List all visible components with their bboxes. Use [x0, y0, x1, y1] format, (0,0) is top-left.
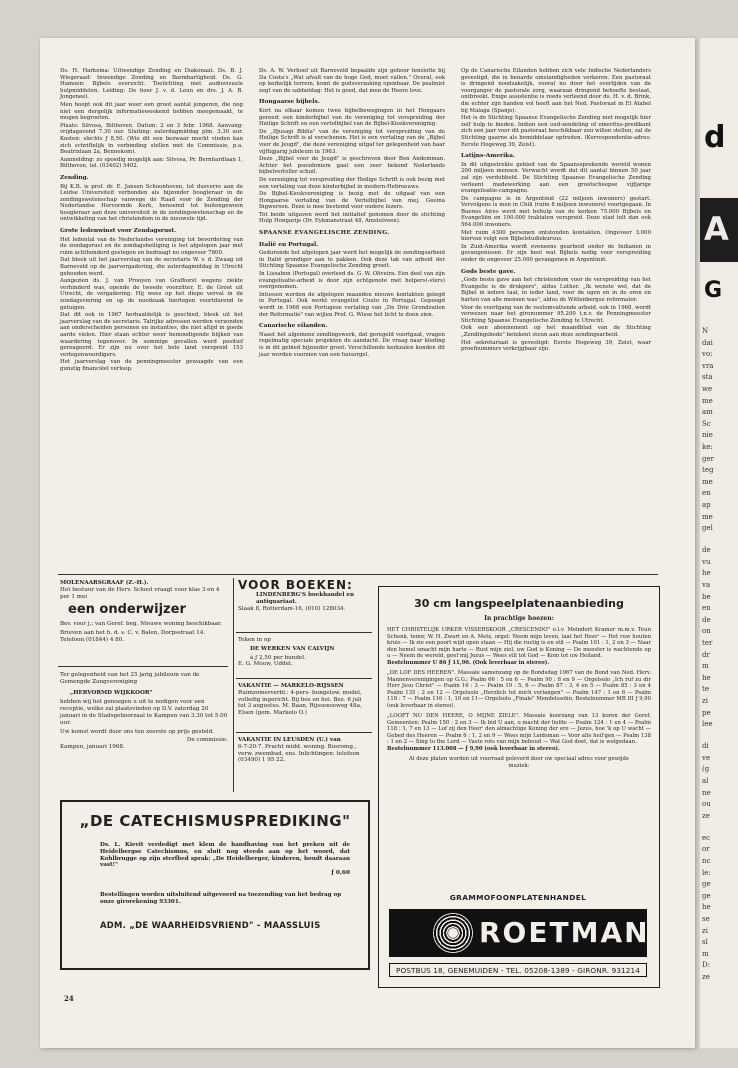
col2-paragraph: Ds. A. W. Verhoef uit Barneveld bepaalde zijn gehoor tenslotte bij Da Costa's „Wat afvalt van de hoge God, moet vallen." Overal, ook op kerkelijk terrein, komt de godsverzaking openbaar. De psalmist zegt van de sabbatdag: Het is goed, dat men de Heere love.: [259, 68, 445, 94]
adjacent-text-fragment: ou: [702, 800, 711, 809]
article-column-1: [60, 68, 243, 374]
col2-paragraph: Tot beide uitgaven werd het initiatief genomen door de stichting Hulp Hongarije (Dr. Eykmanstraat 48, Amstelveen).: [259, 211, 445, 225]
ad-vakantie-body: 6-7-20-7. Pracht midd. woning. Bosromg., verw. zwembad, ens. Inlichtingen: telefoon (03490) 1 95 22.: [238, 743, 360, 764]
col1-paragraph: Bij K.B. is prof. dr. E. Jansen Schoonhoven, tot dusverre aan de Leidse Universiteit verbonden als bijzonder hoogleraar in de zendingswetenschap vanwege de Raad voor de Zending der Nederlandse Hervormde Kerk, benoemd tot buitengewoon hoogleraar aan deze universiteit in de zendingswetenschap en de ontwikkeling van het christendom in de nieuwste tijd.: [60, 183, 243, 223]
heading-italie-portugal: Italië en Portugal.: [259, 241, 319, 248]
adjacent-text-fragment: al: [702, 777, 709, 785]
adjacent-text-fragment: sta: [702, 373, 713, 382]
ad-calvijn-price: à ƒ 2,50 per bundel.: [250, 654, 306, 661]
col3-paragraph: Met ruim 4300 personen ontstonden kontakten. Ongeveer 3.000 hiervan volgt een Bijbelstudiekursus.: [461, 229, 651, 243]
adjacent-text-fragment: le:: [702, 868, 711, 877]
adjacent-text-fragment: he: [702, 673, 711, 682]
adjacent-text-fragment: nie: [702, 431, 713, 440]
col3-paragraph: Ook een abonnement op het maandblad van de Stichting „Zendingsbode" betekent steun aan deze zendingsarbeid.: [461, 325, 651, 338]
heading-gods-beste-gave: Gods beste gave.: [461, 268, 516, 275]
ad-catech-price: ƒ 0,60: [331, 870, 350, 876]
ad-molenaarsgraaf: [60, 580, 228, 646]
adjacent-text-fragment: ke:: [702, 443, 713, 451]
adjacent-text-fragment: ter: [702, 639, 713, 647]
adjacent-text-fragment: on: [702, 627, 711, 636]
col3-paragraph: Het sekretariaat is gevestigd: Eerste Hogeweg 39, Zeist, waar proefnummers verkrijgbaar zijn.: [461, 339, 651, 353]
ad-boeken-shop: LINDENBERG'S boekhandel en antiquariaat.: [256, 592, 355, 605]
ad-catech-body: Ds. L. Kievit verdedigt met klem de handhaving van het preken uit de Heidelbergse Catechismus, en sluit nog steeds aan op het woord, dat Kohlbrugge op zijn sterfbed sprak: „De Heidelberger, kinderen, houdt daaraan vast!": [100, 842, 350, 869]
adjacent-text-fragment: te: [702, 685, 709, 694]
adjacent-text-fragment: m: [702, 949, 709, 958]
heading-zending: Zending.: [60, 174, 89, 181]
ad-catechismusprediking: [60, 800, 370, 970]
section-divider: [58, 574, 658, 575]
adjacent-text-fragment: or: [702, 845, 710, 854]
heading-zondagsrust: Grote ledenwinst voor Zendagsrust.: [60, 228, 177, 235]
adjacent-text-fragment: zi: [702, 926, 708, 935]
col3-paragraph: De campagne is in Argentinië (22 miljoen inwoners) gestart. Vervolgens is men in Chili (ruim 8 miljoen inwoners) voortgegaan. In Buenos Aires werd met behulp van de kerken 75.000 Bijbels en Evangeliën en 100.000 traktaten verspreid. Deze stad telt dan ook 564.000 inwoners.: [461, 195, 651, 229]
page-number: 24: [64, 994, 74, 1003]
heading-spaanse-zending: SPAANSE EVANGELISCHE ZENDING.: [259, 230, 390, 237]
ad-text: hebben wij het genoegen u uit te nodigen voor een receptie, welke zal plaatsvinden op D.V. zaterdag 20 januari in de Stadsgehoorzaal te Kampen van 3.30 tot 5.00 uur.: [60, 699, 228, 726]
ad-column-divider: [233, 578, 234, 792]
col2-paragraph: Naast het algemene zendingswerk, dat geregeld voortgaat, vragen regelmatig speciale projekten de aandacht. De vraag naar kleding is in dit gebied bijzonder groot. Verschillende kerkzalen konden dit jaar worden voorzien van een huisorgel.: [259, 331, 445, 358]
adjacent-text-fragment: de: [702, 615, 711, 624]
adjacent-text-fragment: zi: [702, 697, 708, 705]
adjacent-text-fragment: ap: [702, 501, 711, 509]
col2-paragraph: Gedurende het afgelopen jaar werd het mogelijk de zendingsarbeid in Italië grondiger aan te pakken. Ook deze tak van arbeid der Stichting Spaanse Evangelische Zending groeit.: [259, 250, 445, 270]
record-note: Al deze platen worden uit voorraad geleverd door uw speciaal adres voor gewijde muziek:: [409, 756, 629, 769]
adjacent-text-fragment: di: [702, 742, 709, 751]
adjacent-text-fragment: ge: [702, 891, 711, 900]
shop-name: ROETMAN: [479, 916, 650, 949]
ad-catech-adm: ADM. „DE WAARHEIDSVRIEND" - MAASSLUIS: [100, 920, 321, 930]
record-1-order: Bestelnummer U 86 ƒ 11,90. (Ook leverbaar in stereo).: [387, 659, 550, 666]
col3-paragraph: Voor de voortgang van de veelomvattende arbeid, ook in 1968, wordt verwezen naar het gironummer 95.200 t.n.v. de Penningmeester Stichting Spaanse Evangelische Zending te Utrecht.: [461, 304, 651, 324]
col2-paragraph: In Lissabon (Portugal) overleed ds. G. W. Oliveira. Een deel van zijn evangelisatie-arbeid is door zijn echtgenote met helpers(-sters) overgenomen.: [259, 271, 445, 291]
ad-werken-calvijn: [238, 637, 368, 668]
adjacent-text-fragment: ze: [702, 811, 710, 820]
ad-vakantie-title: VAKANTIE — MARKELO-RIJSSEN: [238, 683, 344, 689]
adjacent-text-fragment: N: [702, 327, 709, 335]
adjacent-page-strip: [700, 38, 738, 1048]
col1-paragraph: Plaats: Silvosa, Bilthoven. Datum: 2 en 3 febr. 1968. Aanvang: vrijdagavond 7.30 uur. Sluiting: zaterdagmiddag plm. 3.30 uur. Kosten: slechts ƒ 8,50. (Wie dit een bezwaar mocht vinden kan zich schriftelijk in verbinding stellen met de Commissie, p.a. Beatrixlaan 2a, Bennekom).: [60, 122, 243, 156]
ad-calvijn-title: DE WERKEN VAN CALVIJN: [250, 645, 335, 652]
col1-intro: Ds. H. Harkema: Uitwendige Zending en Diakonaat. Ds. B. J. Wiegeraad: Inwendige Zending en Barmhartigheid. Ds. G. Hamoen: Bijbels overzicht. Toelichting met audiovisuele hulpmiddelen. Leiding: De heer J. v. d. Leun en drs. J. A. B. Jongeneel.: [60, 68, 243, 101]
ad-signature: De commissie.: [186, 737, 228, 744]
adjacent-text-fragment: se: [702, 915, 710, 923]
ad-langspeelplaten: [378, 586, 660, 988]
adjacent-text-fragment: sl: [702, 938, 708, 947]
newspaper-page: [40, 38, 695, 1048]
adjacent-text-fragment: de: [702, 546, 711, 555]
ad-text: Ter gelegenheid van het 25 jarig jubileum van de Gemengde Zangvereniging: [60, 672, 200, 685]
adjacent-text-fragment: nc: [702, 857, 711, 865]
adjacent-text-fragment: he: [702, 903, 711, 912]
shop-logo-bar: [389, 909, 650, 957]
col1-paragraph: Dat dit ook in 1967 herhaaldelijk is geschied, bleek uit het jaarverslag van de secretaris. Talrijke adressen werden verzonden aan onderscheiden personen en instanties, die niet altijd in goede aarde vielen. Hier staan echter weer bemoedigende blijken van waardering tegenover. In sommige gevallen werd positief gereageerd. Er zijn nu over het hele land verspreid 153 vertegenwoordigers.: [60, 312, 243, 358]
adjacent-text-fragment: D:: [702, 961, 710, 970]
adjacent-headline-letter: A: [704, 210, 729, 248]
shop-banner: [389, 887, 650, 981]
adjacent-text-fragment: ger: [702, 454, 714, 463]
adjacent-text-fragment: me: [702, 477, 713, 486]
ad-calvijn-lead: Teken in op: [238, 637, 271, 643]
adjacent-text-fragment: dai: [702, 338, 713, 347]
ad-divider: [236, 632, 372, 633]
adjacent-text-fragment: en: [702, 489, 711, 498]
adjacent-text-fragment: pe: [702, 708, 711, 717]
col1-paragraph: Aanmelding: zo spoedig mogelijk aan: Silvosa, Pr. Bernhardlaan 1, Bilthoven, tel. (03402) 5402.: [60, 156, 243, 170]
ad-catech-title: „DE CATECHISMUSPREDIKING": [79, 812, 351, 830]
adjacent-text-fragment: ne: [702, 788, 711, 797]
adjacent-headline-letter: G: [704, 278, 723, 303]
ad-vakantie-leusden: [238, 737, 368, 764]
heading-hongaarse-bijbels: Hongaarse bijbels.: [259, 99, 320, 106]
record-2-description: „DE LOF DES HEEREN". Massale samenzang op de Bondsdag 1967 van de Bond van Ned. Herv. Mannenverenigingen op G.G.; Psalm 66 : 5 en 6 — Psalm 90 : 8 en 9 — Orgelsolo „Ich ruf zu dir Herr Jesu Christ" — Psalm 16 : 3 — Psalm 19 : 5, 6 — Psalm 87 : 3, 4 en 5 — Psalm 85 : 3 en 4 Psalm 135 : 2 en 12 — Orgelsolo „Herzlich tut mich verlangen" — Psalm 147 : 1 en 6 — Psalm 118 : 7 — Psalm 116 : 1, 10 en 11— Orgelsolo „Finale" Mendelssohn. Bestelnummer MB III ƒ 9,90 (ook leverbaar in stereo).: [387, 670, 651, 709]
adjacent-text-fragment: am: [702, 408, 713, 417]
adjacent-text-fragment: Sc: [702, 419, 711, 428]
ad-platen-title: 30 cm langspeelplatenaanbieding: [414, 597, 624, 610]
adjacent-black-block: [700, 198, 738, 262]
ad-calvijn-publisher: E. G. Mouw, Uddel.: [238, 661, 293, 668]
adjacent-text-fragment: we: [702, 385, 713, 393]
record-disc-icon: [433, 913, 473, 953]
ad-boeken-address: Slaak 8, Rotterdam-16, (010) 128034.: [238, 605, 346, 612]
adjacent-text-fragment: ge: [702, 880, 711, 889]
ad-boeken-title: VOOR BOEKEN:: [238, 578, 353, 592]
col2-paragraph: De Bijbel-Kioskvereniging is bezig met de uitgaaf van een Hongaarse vertaling van de Vertelbijbel van mej. Geeina Ingwersen. Deze is mee bestemd voor oudere lezers.: [259, 191, 445, 211]
col2-paragraph: Kort na elkaar komen twee bijbelbewegingen in het Hongaars gereed: een kinderbijbel van de vereniging tot verspreiding der Heilige Schrift en een vertelbijbel van de Bijbel-Kioskvereniging.: [259, 107, 445, 128]
col1-paragraph: Aangezien ds. J. van Prooyen van Grafhorst wegens ziekte verhinderd was, opende de tweede voorzitter, E. de Groot uit Utrecht, de vergadering. Hij wees op het diepe verval in de zondagsviering en op de noodzaak hiertegen voortdurend te getuigen.: [60, 278, 243, 311]
adjacent-text-fragment: m: [702, 662, 709, 671]
ad-place: MOLENAARSGRAAF (Z.-H.).: [60, 580, 149, 586]
col1-paragraph: Dat bleek uit het jaarverslag van de secretaris W. v. d. Zwaag uit Barneveld op de jaarvergadering, die zaterdagmiddag in Utrecht gehouden werd.: [60, 257, 243, 277]
heading-canarische-eilanden: Canarische eilanden.: [259, 323, 328, 330]
ad-place-date: Kampen, januari 1968.: [60, 744, 125, 751]
ad-vakantie-body: Ruimzomerverbl.: 4-pers- bungelow. model, volledig ingericht. Bij bos en hei. Bez. 6 juli tot 3 augustus. M. Baan, Rijssenseweg 48a, Elsen (gem. Markelo O.): [238, 689, 362, 717]
adjacent-headline-letter: d: [704, 120, 726, 155]
ad-divider: [236, 732, 372, 733]
adjacent-text-fragment: (g: [702, 765, 710, 774]
record-3-description: „LOOFT NU DEN HEERE, O MIJNE ZIELE". Massale koorzang van 13 koren der Geref. Gemeenten: Psalm 150 : 2 en 3 — Ik bid U aan, o macht der liefde — Psalm 124 : 1 en 4 — Psalm 118 : 1, 7 en 13 — Lof zij den Heer' den almachtige Koning der ere — Jezus, hoe 'k op U wacht — Gebed des Heeren — Psalm 6 : 1, 2 en 9 — Wees mijn Leidsman — Voor alle heil'gen — Psalm 138 : 1 en 2 — Sing to the Lord — Vaste rots van mijn behoud — Wat God doet, dat is welgedaan.: [387, 713, 651, 745]
col2-paragraph: Intussen werden de afgelopen maanden nieuwe kontakten gelegd in Portugal. Ook werkt evangelist Couto in Portugal. Gepoogd wordt in 1968 een Portugese vertaling van „De Drie Grondzuilen der Reformatie" van wijlen Prof. G. Wisse het licht te doen zien.: [259, 291, 445, 318]
adjacent-text-fragment: he: [702, 569, 711, 578]
article-column-3: [461, 68, 651, 354]
ad-address: Brieven aan het h. d. s. C. v. Balen, Dorpsstraat 14. Telefoon (01844) 4 80.: [60, 630, 206, 643]
shop-contact: POSTBUS 18, GENEMUIDEN - TEL. 05208-1389 - GIRONR. 931214: [389, 963, 647, 977]
adjacent-text-fragment: me: [702, 396, 713, 405]
ad-platen-subtitle: In prachtige hoezen:: [484, 615, 554, 622]
col3-paragraph: In Zuid-Amerika wordt eveneens gearbeid onder de Indianen in gevangenissen. Er zijn heel wat Bijbels nodig voor verspreiding onder de ongeveer 25.000 gevangenen in Argentinië.: [461, 243, 651, 264]
adjacent-text-fragment: teg: [702, 466, 714, 475]
ad-voor-boeken: [238, 578, 368, 612]
adjacent-text-fragment: vo:: [702, 350, 713, 359]
col1-paragraph: Het ledental van de Nederlandse vereniging tot bevordering van de zondagsrust en de zondagsheiliging is het afgelopen jaar met ruim achthonderd gestegen en bedraagt nu ongeveer 7800.: [60, 236, 243, 256]
col2-paragraph: De vereniging tot verspreiding der Heilige Schrift is ook bezig met een vertaling van deze kinderbijbel in modern-Hebreeuws.: [259, 176, 445, 190]
adjacent-text-fragment: me: [702, 512, 713, 521]
adjacent-text-fragment: ec: [702, 833, 711, 842]
record-1-description: HET CHRISTELIJK URKER VISSERSKOOR „CRESCENDO" o.l.v. Meindert Kramer m.m.v. Teun Schenk, tenor, W. H. Zwart en A. Metz, orgel: Neem mijn leven, laat het Heer' — Het ruw houten kruis — Ik zie een poort wijd open staan — Hij die rustig is en stil — Psalm 101 : 1, 2 en 3 — Naar den hemel smacht mijn harte — Rust mijn ziel, uw God is Koning — De meester is wachtende op u — Neem de wereld, geef mij Jezus — Wees stil tot God — Kom tot uw Heiland.: [387, 627, 651, 659]
adjacent-text-fragment: ze: [702, 973, 710, 981]
adjacent-text-fragment: en: [702, 604, 711, 613]
ad-headline-onderwijzer: een onderwijzer: [68, 602, 186, 618]
record-3-order: Bestelnummer 113.008 — ƒ 9,90 (ook leverbaar in stereo).: [387, 745, 560, 752]
ad-request-2: Bev. voor j.; van Geref. beg. Nieuwe woning beschikbaar.: [60, 621, 222, 628]
adjacent-text-fragment: vra: [702, 361, 714, 370]
col3-paragraph: Op de Canarische Eilanden hebben zich vele Indische Nederlanders gevestigd, die in benarde omstandigheden verkeren. Een pastoraat is dringend noodzakelijk, vooral nu door het overlijden van de voorganger de pastorale zorg, waaraan dringend behoefte bestaat, ontbreekt. Enige assistentie is reeds verleend door ds. H. v. d. Brink, die echter zijn handen vol heeft aan het Ned. Pastoraat in El Atabel bij Malaga (Spanje).: [461, 68, 651, 114]
adjacent-text-fragment: vu: [702, 557, 711, 566]
ad-text: Uw komst wordt door ons ten zeerste op prijs gesteld.: [60, 728, 215, 735]
ad-request: Het bestuur van de Herv. School vraagt voor klas 3 en 4 per 1 mei: [60, 586, 220, 600]
ad-platen-listings: [387, 627, 651, 769]
col1-paragraph: Men hoopt ook dit jaar weer een groot aantal jongeren, die nog niet een dergelijk informatieweekend hebben meegemaakt, te mogen begroeten.: [60, 101, 243, 122]
shop-label: GRAMMOFOONPLATENHANDEL: [449, 893, 587, 902]
adjacent-text-fragment: gel: [702, 524, 713, 533]
article-column-2: [259, 68, 445, 359]
ad-divider: [58, 666, 228, 667]
heading-latijns-amerika: Latijns-Amerika.: [461, 153, 516, 160]
ad-catech-order: Bestellingen worden uitsluitend uitgevoerd na toezending van het bedrag op onze girorekening 93301.: [100, 892, 342, 905]
col2-paragraph: De „Ifjusagi Biblia" van de vereniging tot verspreiding van de Heilige Schrift is al verschenen. Het is een vertaling van de „Bijbel voor de Jeugd", die deze vereniging uitgaf ter gelegenheid van haar vijftigjarig jubileum in 1963.: [259, 128, 445, 155]
col3-paragraph: „Gods beste gave aan het christendom voor de verspreiding van het Evangelie is de drukpers", aldus Luther. „Ik wenste wel, dat de Bijbel in iedere taal, in ieder land, voor de ogen en in de oren en harten van alle mensen was", aldus de Wittenbergse reformator.: [461, 277, 651, 303]
adjacent-text-fragment: dr: [702, 650, 710, 659]
col3-paragraph: In dit uitgestrekte gebied van de Spaanssprekende wereld wonen 200 miljoen mensen. Verwacht wordt dat dit aantal binnen 50 jaar zal zijn verdubbeld. De Stichting Spaanse Evangelische Zending verleent medewerking aan een grootscheepse vijfjarige evangelisatie-campagne.: [461, 161, 651, 195]
col3-paragraph: Het is de Stichting Spaanse Evangelische Zending niet mogelijk hier zelf hulp te bieden. Indien een oud-zendeling of emeritus-predikant zich een jaar voor dit pastoraat beschikbaar zou willen stellen, zal de Stichting gaarne als bemiddelaar optreden. (Korrespondentie-adres: Eerste Hogeweg 39, Zeist).: [461, 115, 651, 148]
ad-vakantie-markelo: [238, 683, 368, 717]
adjacent-text-fragment: va: [702, 581, 711, 589]
col1-paragraph: Het jaarverslag van de penningmeester gewaagde van een gunstig financiëel verloop.: [60, 359, 243, 372]
ad-hervormd-wijkkoor: [60, 672, 228, 751]
adjacent-text-fragment: lee: [702, 720, 713, 729]
ad-vakantie-title: VAKANTIE IN LEUSDEN (U.) van: [238, 737, 341, 743]
adjacent-text-fragment: be: [702, 592, 711, 601]
col2-paragraph: Deze „Bijbel voor de Jeugd" is geschreven door Ben Andemman. Achter het pseudoniem gaat een zeer bekend Nederlands bijbelverteller schuil.: [259, 156, 445, 176]
ad-divider: [236, 678, 372, 679]
adjacent-text-fragment: ve: [702, 753, 711, 762]
ad-choir-name: „HERVORMD WIJKKOOR": [70, 689, 153, 696]
